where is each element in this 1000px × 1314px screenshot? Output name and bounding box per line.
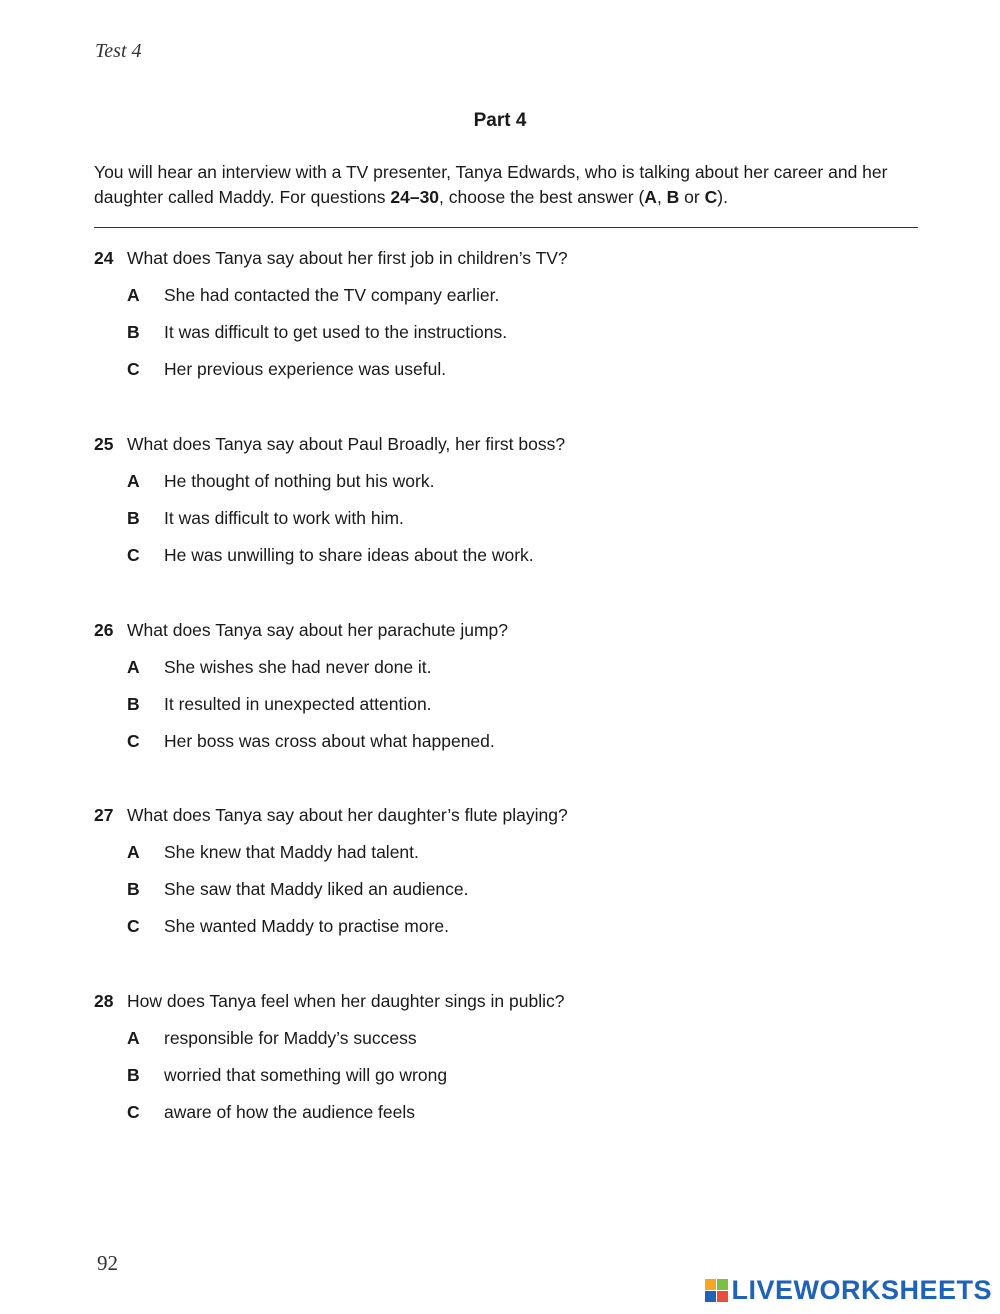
instructions-sep-2: or xyxy=(679,187,705,207)
option-text: She knew that Maddy had talent. xyxy=(164,842,419,862)
option-c[interactable] xyxy=(94,1099,894,1136)
option-text: It was difficult to work with him. xyxy=(164,508,404,528)
option-text: Her previous experience was useful. xyxy=(164,359,447,379)
option-text: aware of how the audience feels xyxy=(164,1102,415,1122)
option-letter: A xyxy=(127,842,140,862)
option-letter: B xyxy=(127,879,140,899)
option-b[interactable] xyxy=(94,505,894,542)
option-c-ref: C xyxy=(704,187,718,207)
question-number: 25 xyxy=(94,434,114,454)
logo-square-3 xyxy=(705,1291,716,1302)
option-letter: C xyxy=(127,731,140,751)
option-c[interactable] xyxy=(94,728,894,765)
instructions xyxy=(94,160,924,210)
option-a-ref: A xyxy=(644,187,657,207)
logo-square-4 xyxy=(717,1291,728,1302)
option-letter: C xyxy=(127,359,140,379)
question-text: What does Tanya say about her first job in children’s TV? xyxy=(127,248,568,268)
question-text: What does Tanya say about Paul Broadly, her first boss? xyxy=(127,434,566,454)
brand-text: LIVEWORKSHEETS xyxy=(731,1275,992,1305)
option-text: responsible for Maddy’s success xyxy=(164,1028,417,1048)
question-26 xyxy=(94,617,894,765)
question-text: What does Tanya say about her parachute jump? xyxy=(127,620,509,640)
test-header: Test 4 xyxy=(95,40,142,62)
option-text: She wanted Maddy to practise more. xyxy=(164,916,450,936)
instructions-end: ). xyxy=(717,187,728,207)
question-28 xyxy=(94,988,894,1136)
option-text: She saw that Maddy liked an audience. xyxy=(164,879,469,899)
option-text: It resulted in unexpected attention. xyxy=(164,694,432,714)
question-stem xyxy=(94,617,894,643)
logo-square-2 xyxy=(717,1279,728,1290)
option-a[interactable] xyxy=(94,468,894,505)
option-letter: C xyxy=(127,545,140,565)
option-text: She wishes she had never done it. xyxy=(164,657,432,677)
page-number: 92 xyxy=(97,1251,118,1275)
option-a[interactable] xyxy=(94,282,894,319)
option-c[interactable] xyxy=(94,913,894,950)
instructions-text-2: , choose the best answer ( xyxy=(439,187,645,207)
option-letter: B xyxy=(127,508,140,528)
question-27 xyxy=(94,802,894,950)
question-25 xyxy=(94,431,894,579)
option-text: He thought of nothing but his work. xyxy=(164,471,435,491)
option-text: He was unwilling to share ideas about the work. xyxy=(164,545,534,565)
question-stem xyxy=(94,802,894,828)
part-title: Part 4 xyxy=(473,110,527,131)
option-text: Her boss was cross about what happened. xyxy=(164,731,495,751)
question-24 xyxy=(94,245,894,393)
option-letter: A xyxy=(127,1028,140,1048)
question-number: 28 xyxy=(94,991,114,1011)
option-a[interactable] xyxy=(94,839,894,876)
question-range: 24–30 xyxy=(390,187,440,207)
option-text: worried that something will go wrong xyxy=(164,1065,448,1085)
option-letter: B xyxy=(127,322,140,342)
option-letter: B xyxy=(127,694,140,714)
question-text: What does Tanya say about her daughter’s flute playing? xyxy=(127,805,568,825)
instructions-sep-1: , xyxy=(656,187,667,207)
question-stem xyxy=(94,431,894,457)
liveworksheets-brand[interactable] xyxy=(705,1275,992,1306)
option-b-ref: B xyxy=(666,187,680,207)
instructions-text: You will hear an interview with a TV presenter, Tanya Edwards, who is talking about her career and her daughter called Maddy. For questions xyxy=(94,162,888,207)
option-b[interactable] xyxy=(94,691,894,728)
question-stem xyxy=(94,245,894,271)
option-c[interactable] xyxy=(94,542,894,579)
option-letter: C xyxy=(127,916,140,936)
option-letter: C xyxy=(127,1102,140,1122)
option-letter: A xyxy=(127,471,140,491)
question-number: 26 xyxy=(94,620,114,640)
option-b[interactable] xyxy=(94,1062,894,1099)
option-letter: B xyxy=(127,1065,140,1085)
option-b[interactable] xyxy=(94,876,894,913)
option-a[interactable] xyxy=(94,654,894,691)
logo-square-1 xyxy=(705,1279,716,1290)
divider xyxy=(94,227,918,228)
option-text: It was difficult to get used to the instructions. xyxy=(164,322,508,342)
question-number: 27 xyxy=(94,805,114,825)
liveworksheets-logo-icon xyxy=(705,1279,728,1302)
option-text: She had contacted the TV company earlier. xyxy=(164,285,500,305)
question-stem xyxy=(94,988,894,1014)
option-a[interactable] xyxy=(94,1025,894,1062)
option-letter: A xyxy=(127,285,140,305)
question-text: How does Tanya feel when her daughter sings in public? xyxy=(127,991,565,1011)
option-c[interactable] xyxy=(94,356,894,393)
option-letter: A xyxy=(127,657,140,677)
question-number: 24 xyxy=(94,248,114,268)
option-b[interactable] xyxy=(94,319,894,356)
